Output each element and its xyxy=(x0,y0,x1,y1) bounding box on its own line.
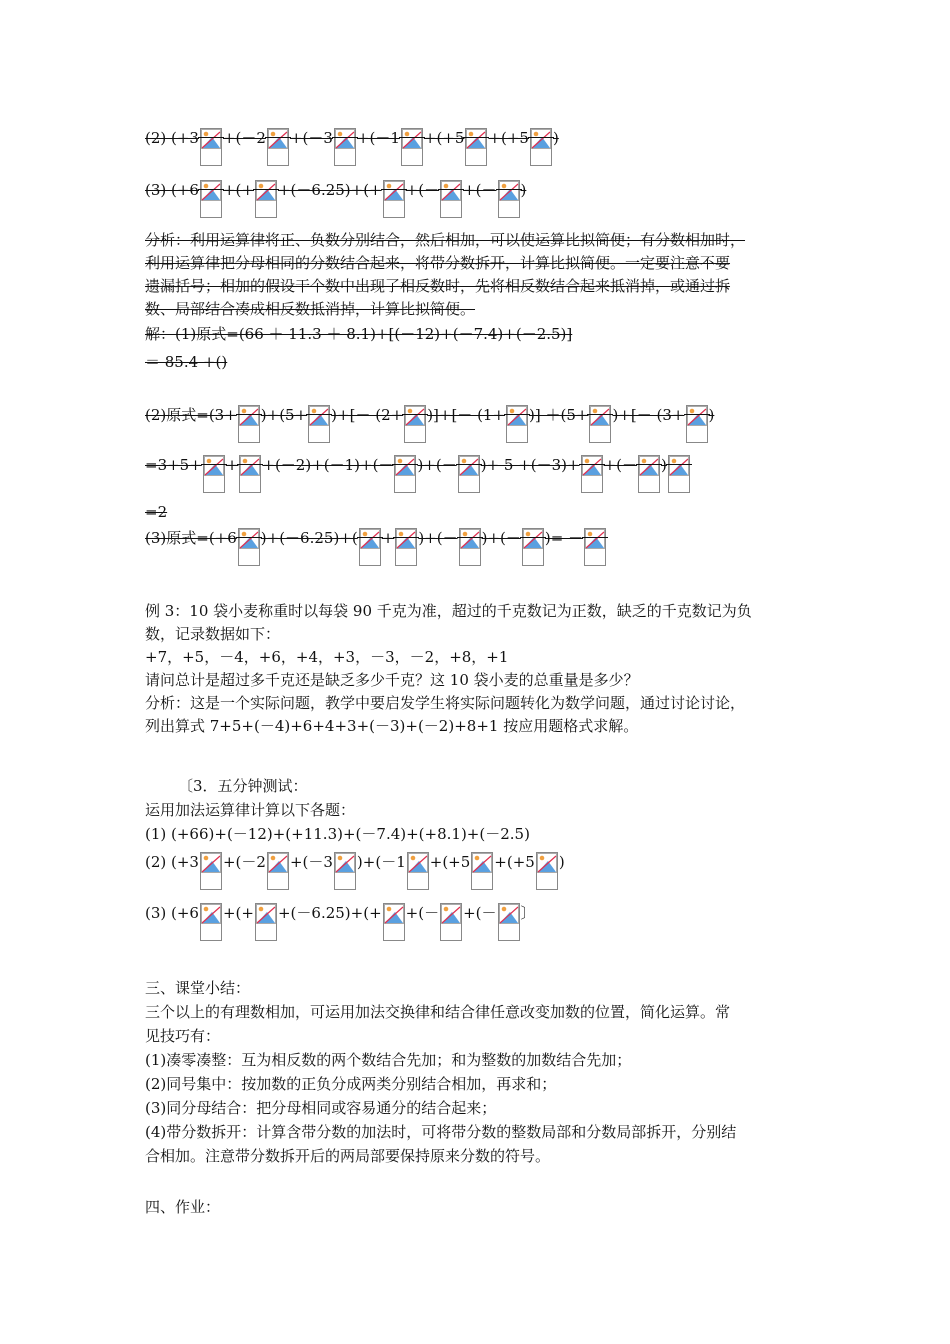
broken-image-icon xyxy=(686,405,708,443)
broken-image-icon xyxy=(506,405,528,443)
struck-sol3 xyxy=(145,528,607,566)
broken-image-icon xyxy=(394,455,416,493)
equation-text: )+[－ (2+ xyxy=(331,406,404,424)
broken-image-icon xyxy=(267,852,289,890)
broken-image-icon xyxy=(458,455,480,493)
struck-sol1-b: ＝ 85.4 +() xyxy=(145,353,228,371)
equation-text: )+[－ (3+ xyxy=(612,406,685,424)
broken-image-icon xyxy=(440,180,462,218)
equation-text: +(+ xyxy=(222,904,254,922)
equation-text: +(－ xyxy=(603,456,638,474)
broken-image-icon xyxy=(459,528,481,566)
broken-image-icon xyxy=(383,180,405,218)
equation-text: +(－6.25)+(+ xyxy=(277,181,382,199)
equation-text: +(+ xyxy=(222,181,254,199)
equation-text: ) xyxy=(552,129,559,147)
summary-section: 三、课堂小结： 三个以上的有理数相加，可运用加法交换律和结合律任意改变加数的位置，简化运算。常 见技巧有： (1)凑零凑整：互为相反数的两个数结合先加；和为整数的加数结合先加； (2)同号集中：按加数的正负分成两类分别结合相加，再求和； (3)同分母结合：把分母相同或容易通分的结合起来； (4)带分数拆开：计算含带分数的加法时，可将带分数的整数局部和分数局部拆开，分别结 合相加。注意带分数拆开后的两局部要保持原来分数的符号。 xyxy=(145,976,835,1168)
broken-image-icon xyxy=(359,528,381,566)
equation-text: +(－2 xyxy=(222,129,266,147)
struck-sol2-c: =2 xyxy=(145,503,168,521)
equation-text: +(+5 xyxy=(494,853,535,871)
struck-sol1-a: 解：(1)原式=(66 ＋ 11.3 ＋ 8.1)+[(－12)+(－7.4)+(－2.5)] xyxy=(145,325,573,343)
broken-image-icon xyxy=(404,405,426,443)
equation-text: )]+[－ (1+ xyxy=(427,406,506,424)
test-q1: (1) (+66)+(－12)+(+11.3)+(－7.4)+(+8.1)+(－2.5) xyxy=(145,825,530,843)
equation-text: )+(－6.25)+( xyxy=(260,529,358,547)
equation-text: +(+5 xyxy=(423,129,465,147)
equation-text: + xyxy=(381,529,395,547)
struck-sol2-a xyxy=(145,405,714,443)
broken-image-icon xyxy=(536,852,558,890)
broken-image-icon xyxy=(471,852,493,890)
broken-image-icon xyxy=(581,455,603,493)
test-intro: 运用加法运算律计算以下各题： xyxy=(145,801,356,819)
broken-image-icon xyxy=(638,455,660,493)
equation-text: +(－ xyxy=(405,904,440,922)
equation-text: )+(－1 xyxy=(356,853,406,871)
equation-text: )+(－ xyxy=(417,456,457,474)
equation-text: +(－2)+(－1)+(－ xyxy=(262,456,394,474)
example3-text: 例 3：10 袋小麦称重时以每袋 90 千克为准，超过的千克数记为正数，缺乏的千克数记为负 数，记录数据如下： +7，+5，－4，+6，+4，+3，－3，－2，+8，+1 请问总计是超过多千克还是缺乏多少千克？这 10 袋小麦的总重量是多少？ 分析：这是一个实际问题，教学中要启发学生将实际问题转化为数学问题，通过讨论讨论， 列出算式 7+5+(－4)+6+4+3+(－3)+(－2)+8+1 按应用题格式求解。 xyxy=(145,602,752,735)
broken-image-icon xyxy=(395,528,417,566)
broken-image-icon xyxy=(203,455,225,493)
broken-image-icon xyxy=(498,180,520,218)
equation-text: )+(－ xyxy=(481,529,521,547)
broken-image-icon xyxy=(440,903,462,941)
equation-text: +(+5 xyxy=(429,853,471,871)
equation-text: )+ 5 +(－3)+ xyxy=(480,456,580,474)
broken-image-icon xyxy=(255,903,277,941)
equation-text: (3) (+6 xyxy=(145,904,199,922)
broken-image-icon xyxy=(522,528,544,566)
equation-text: +(－ xyxy=(463,904,497,922)
summary-heading: 三、课堂小结： xyxy=(145,979,251,997)
equation-text: + xyxy=(225,456,239,474)
broken-image-icon xyxy=(334,852,356,890)
broken-image-icon xyxy=(200,903,222,941)
equation-text: =3+5+ xyxy=(145,456,202,474)
broken-image-icon xyxy=(498,903,520,941)
equation-text: +(－ xyxy=(463,181,497,199)
equation-text: +(－2 xyxy=(222,853,266,871)
test-q2 xyxy=(145,852,565,890)
equation-text: )= － xyxy=(544,529,584,547)
broken-image-icon xyxy=(267,128,289,166)
broken-image-icon xyxy=(238,528,260,566)
broken-image-icon xyxy=(308,405,330,443)
broken-image-icon xyxy=(200,852,222,890)
broken-image-icon xyxy=(589,405,611,443)
broken-image-icon xyxy=(239,455,261,493)
struck-eq3 xyxy=(145,180,526,218)
broken-image-icon xyxy=(200,128,222,166)
equation-text: (2) (+3 xyxy=(145,129,199,147)
equation-text: (2)原式=(3+ xyxy=(145,406,237,424)
equation-text: ) xyxy=(558,853,565,871)
broken-image-icon xyxy=(407,852,429,890)
struck-analysis: 分析：利用运算律将正、负数分别结合，然后相加，可以使运算比拟简便；有分数相加时， 利用运算律把分母相同的分数结合起来，将带分数拆开，计算比拟简便。一定要注意不要 遗漏括号；相加的假设干个数中出现了相反数时，先将相反数结合起来抵消掉，或通过拆 数、局部结合凑成相反数抵消掉，计算比拟简便。 xyxy=(145,231,746,318)
equation-text: +(+5 xyxy=(488,129,529,147)
equation-text: )+(5+ xyxy=(260,406,308,424)
struck-eq2 xyxy=(145,128,559,166)
equation-text: ) xyxy=(708,406,715,424)
broken-image-icon xyxy=(383,903,405,941)
test-heading: 〔3．五分钟测试： xyxy=(178,777,308,795)
equation-text: (3) (+6 xyxy=(145,181,199,199)
equation-text: (3)原式=(+6 xyxy=(145,529,237,547)
test-q3 xyxy=(145,903,536,941)
equation-text: +(－1 xyxy=(356,129,400,147)
equation-text: )+(－ xyxy=(418,529,458,547)
broken-image-icon xyxy=(334,128,356,166)
equation-text: ) xyxy=(520,181,527,199)
broken-image-icon xyxy=(668,455,690,493)
broken-image-icon xyxy=(238,405,260,443)
broken-image-icon xyxy=(465,128,487,166)
struck-sol2-b xyxy=(145,455,691,493)
equation-text: ) xyxy=(661,456,667,474)
equation-text: +(－6.25)+(+ xyxy=(277,904,382,922)
broken-image-icon xyxy=(200,180,222,218)
equation-text: 〕 xyxy=(520,904,536,922)
broken-image-icon xyxy=(255,180,277,218)
broken-image-icon xyxy=(530,128,552,166)
broken-image-icon xyxy=(401,128,423,166)
equation-text: +(－3 xyxy=(289,129,333,147)
equation-text: +(－ xyxy=(405,181,440,199)
broken-image-icon xyxy=(584,528,606,566)
homework-heading: 四、作业： xyxy=(145,1198,221,1216)
equation-text: )] ＋(5+ xyxy=(529,406,589,424)
equation-text: (2) (+3 xyxy=(145,853,199,871)
equation-text: +(－3 xyxy=(289,853,333,871)
